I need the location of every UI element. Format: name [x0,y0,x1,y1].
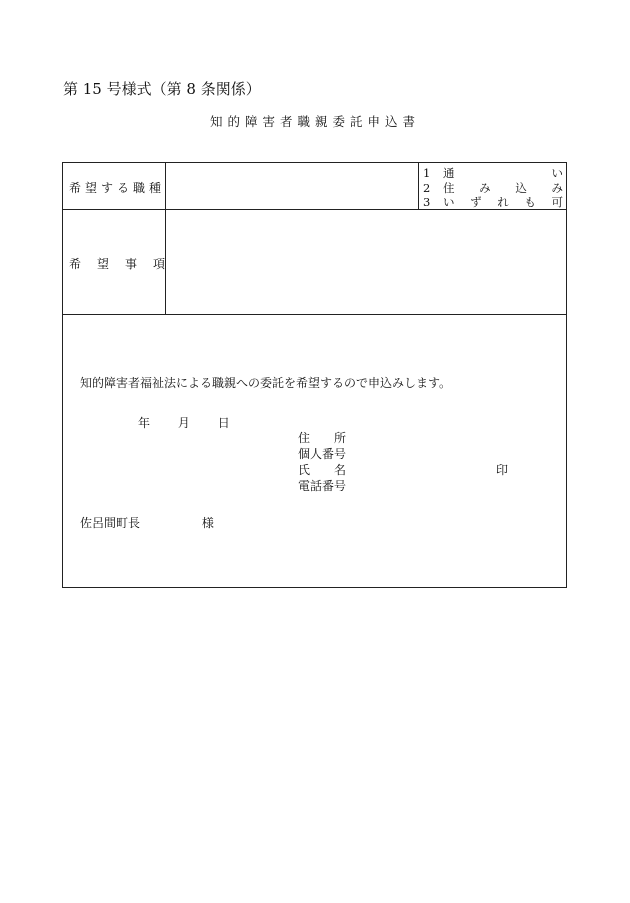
job-type-field[interactable] [166,163,418,209]
date-month: 月 [177,416,190,430]
option-number: 3 [423,195,431,209]
option-commute[interactable] [423,166,563,181]
name-label: 氏名 [298,463,346,477]
option-label: いずれも可 [443,195,563,209]
addressee [80,514,214,531]
option-column-divider [418,163,419,209]
option-number: 2 [423,180,431,195]
addressee-honorific: 様 [201,516,214,530]
form-title: 知的障害者職親委託申込書 [209,114,420,129]
option-label: 通い [443,166,563,180]
option-label: 住み込み [443,180,563,195]
phone-label: 電話番号 [298,479,347,493]
seal-mark: 印 [496,463,509,477]
wishes-field[interactable] [166,210,566,314]
application-form-frame [62,162,567,588]
wishes-label: 希望事項 [69,257,182,271]
option-live-in[interactable] [423,181,563,196]
date-day: 日 [217,416,230,430]
applicant-info [298,430,518,494]
date-year: 年 [138,416,151,430]
applicant-address-row[interactable] [298,430,518,446]
address-label: 住所 [298,431,346,445]
row-divider-2 [63,314,566,315]
applicant-phone-row[interactable] [298,478,518,494]
form-number: 第 15 号様式（第 8 条関係） [63,80,261,98]
application-date[interactable] [138,414,254,431]
option-number: 1 [423,166,431,180]
applicant-name-row[interactable] [298,462,518,478]
option-either[interactable] [423,195,563,210]
applicant-number-row[interactable] [298,446,518,462]
job-type-label: 希望する職種 [69,181,166,195]
individual-number-label: 個人番号 [298,447,347,461]
application-statement: 知的障害者福祉法による職親への委託を希望するので申込みします。 [80,376,452,390]
job-type-options [423,166,563,210]
addressee-name: 佐呂間町長 [80,516,141,530]
